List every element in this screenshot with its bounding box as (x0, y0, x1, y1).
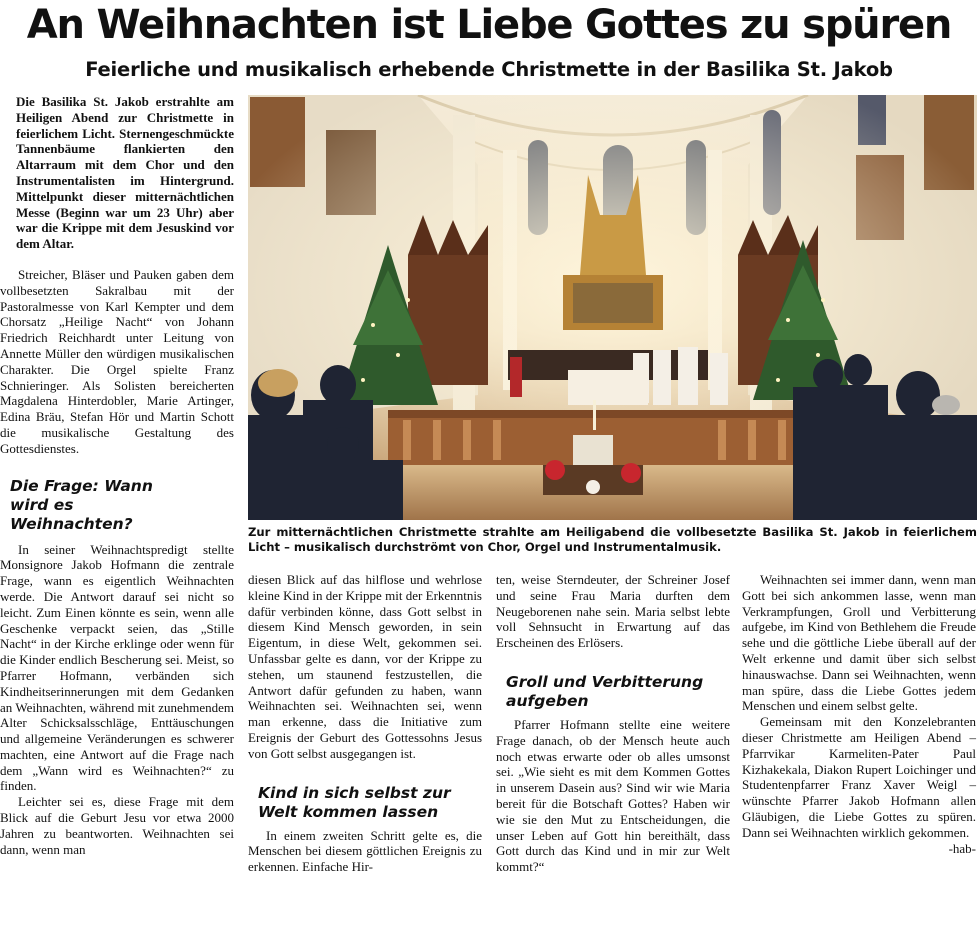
paragraph: Pfarrer Hofmann stellte eine weitere Frage danach, ob der Mensch heute auch noch etwas erwarte oder ob alles umsonst sei. „Wie sieht es mit dem Kommen Gottes in unserem Dasein aus? Sind wir wie Maria bereit für die Botschaft Gottes? Haben wir wie sie den Mut zu Entscheidungen, die unser Leben auf Gott hin bereithält, dass Gott durch das Kind und in mir zur Welt kommt?“ (496, 716, 730, 875)
column-3 (496, 572, 730, 875)
column-1 (0, 94, 234, 857)
subheading: Kind in sich selbst zur Welt kommen lassen (258, 783, 451, 821)
church-photo (248, 95, 977, 520)
article-headline: An Weihnachten ist Liebe Gottes zu spüren (26, 2, 952, 48)
lead-paragraph: Die Basilika St. Jakob erstrahlte am Heiligen Abend zur Christmette in feierlichem Licht. Sternengeschmückte Tannenbäume flankierten den Altarraum mit dem Chor und den Instrumentalisten im Hintergrund. Mittelpunkt dieser mitternächtlichen Messe (Beginn war um 23 Uhr) aber war die Krippe mit dem Jesuskind vor dem Altar. (16, 94, 234, 252)
paragraph: Gemeinsam mit den Konzelebranten dieser Christmette am Heiligen Abend – Pfarrvikar Karmeliten-Pater Paul Kizhakekala, Diakon Rupert Loichinger und Studentenpfarrer Franz Xaver Weigl – wünschte Pfarrer Jakob Hofmann allen Gläubigen, die Liebe Gottes zu spüren. Dann sei Weihnachten wirklich gekommen. (742, 714, 976, 840)
paragraph: Leichter sei es, diese Frage mit dem Blick auf die Geburt Jesu vor etwa 2000 Jahren zu beantworten. Weihnachten sei dann, wenn man (0, 794, 234, 857)
photo-caption: Zur mitternächtlichen Christmette strahlte am Heiligabend die vollbesetzte Basilika St. Jakob in feierlichem Licht – musikalisch durchströmt von Chor, Orgel und Instrumentalmusik. (248, 525, 977, 554)
author-signature: -hab- (948, 840, 976, 856)
paragraph: Weihnachten sei immer dann, wenn man Gott bei sich ankommen lasse, wenn man Verkrampfungen, Groll und Verbitterung aufgebe, im Kind von Bethlehem die Freude sehe und die göttliche Liebe überall auf der Welt erkenne und damit über sich selbst hinauswachse. Dann sei Weihnachten, wenn man spüre, dass die Liebe Gottes jedem Menschen und einem selbst gelte. (742, 572, 976, 714)
paragraph: In einem zweiten Schritt gelte es, die Menschen bei diesem göttlichen Ereignis zu erkennen. Einfache Hir- (248, 827, 482, 875)
basilica-interior-image (248, 95, 977, 520)
subheading: Groll und Verbitterung aufgeben (506, 672, 704, 710)
subheading: Die Frage: Wann wird es Weihnachten? (10, 476, 153, 533)
paragraph: diesen Blick auf das hilflose und wehrlose kleine Kind in der Krippe mit der Erkenntnis dafür verbinden könne, dass Gott selbst in diesem Kind Mensch geworden, in sein Eigentum, in diese Welt, gekommen sei. Unfassbar gelte es dann, vor der Krippe zu stehen, um staunend festzustellen, die Antwort dafür gefunden zu haben, wann Weihnachten sei. Weihnachten sei, wenn man erkenne, dass die Initiative zum Ereignis der Geburt des Gottessohns Jesus von Gott selbst ausgegangen ist. (248, 572, 482, 761)
article-subheadline: Feierliche und musikalisch erhebende Christmette in der Basilika St. Jakob (85, 58, 893, 81)
paragraph: ten, weise Sterndeuter, der Schreiner Josef und seine Frau Maria durften dem Neugeborenen nahe sein. Maria selbst lebte voll Sehnsucht in Erwartung auf das Erscheinen des Erlösers. (496, 572, 730, 651)
paragraph: In seiner Weihnachtspredigt stellte Monsignore Jakob Hofmann die zentrale Frage, wann es eigentlich Weihnachten werde. Die Antwort darauf sei nicht so leicht. Zum Einen könnte es sein, wenn alle Geschenke verpackt seien, das „Stille Nacht“ in der Kirche erklinge oder wenn für die Kinder endlich Bescherung sei. Meist, so Pfarrer Hofmann, verbänden sich Kindheitserinnerungen mit dem Gedanken an Weihnachten, während mit zunehmendem Alter Schicksalsschläge, Enttäuschungen und allgemeine Veränderungen es schwerer machten, eine Antwort auf die Frage nach dem „Wann wird es Weihnachten?“ zu finden. (0, 541, 234, 794)
column-2 (248, 572, 482, 875)
paragraph: Streicher, Bläser und Pauken gaben dem vollbesetzten Sakralbau mit der Pastoralmesse von Karl Kempter und dem Chorsatz „Heilige Nacht“ von Johann Friedrich Reichhardt unter Leitung von Annette Müller den würdigen musikalischen Charakter. Die Orgel spielte Franz Schnieringer. Als Solisten bereicherten Magdalena Hinterdobler, Marie Artinger, Edina Bräu, Stefan Hör und Martin Schott die musikalische Gestaltung des Gottesdienstes. (0, 266, 234, 456)
column-4 (742, 572, 976, 856)
